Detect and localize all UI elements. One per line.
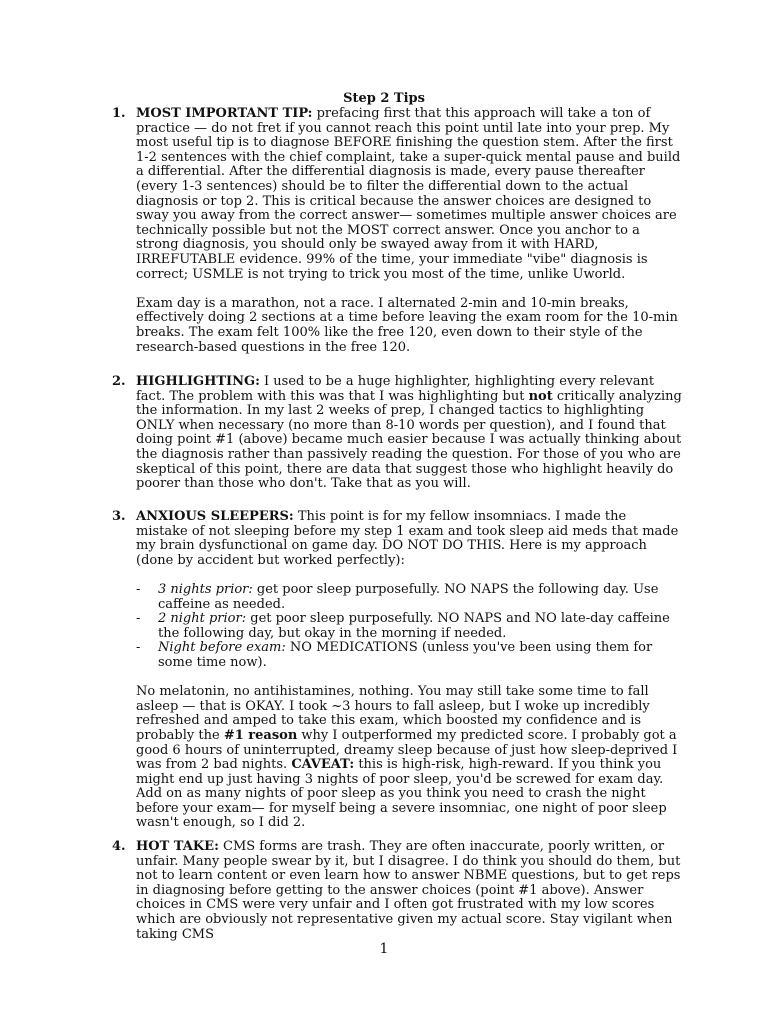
emphasis-not: not	[528, 388, 553, 404]
item-lead: ANXIOUS SLEEPERS:	[136, 509, 294, 524]
item-lead: HOT TAKE:	[136, 839, 219, 854]
bullet-text: NO MEDICATIONS (unless you've been using them for some time now).	[158, 640, 653, 670]
item-text: CMS forms are trash. They are often inaccurate, poorly written, or unfair. Many people swear by it, but I disagree. I do think you should do them, but not to learn content or even learn how to answer NBME questions, but to get reps in diagnosing before getting to the answer choices (point #1 above). Answer choices in CMS were very unfair and I often got frustrated with my low scores which are obviously not representative given my actual score. Stay vigilant when taking CMS	[136, 839, 681, 942]
item-paragraph	[136, 107, 682, 282]
dash-bullet: -	[136, 640, 141, 656]
sleep-schedule-list	[136, 583, 682, 671]
dash-bullet: -	[136, 611, 141, 627]
item-paragraph-2: Exam day is a marathon, not a race. I alternated 2-min and 10-min breaks, effectively doing 2 sections at a time before leaving the exam room for the 10-min breaks. The exam felt 100% like the free 120, even down to their style of the research-based questions in the free 120.	[136, 295, 678, 355]
bullet-label: Night before exam:	[158, 640, 286, 656]
sleep-schedule-item	[136, 641, 682, 670]
item-text: This point is for my fellow insomniacs. I made the mistake of not sleeping before my step 1 exam and took sleep aid meds that made my brain dysfunctional on game day. DO NOT DO THIS. Here is my approach (done by accident but worked perfectly):	[136, 509, 679, 568]
dash-bullet: -	[136, 581, 141, 597]
item-paragraph	[136, 840, 682, 942]
emphasis-reason: #1 reason	[223, 727, 298, 743]
bullet-text: get poor sleep purposefully. NO NAPS and NO late-day caffeine the following day, but okay in the morning if needed.	[158, 611, 670, 641]
bullet-label: 2 night prior:	[158, 611, 247, 627]
document-title: Step 2 Tips	[343, 91, 425, 106]
item-text: this is high-risk, high-reward. If you think you might end up just having 3 nights of poor sleep, you'd be screwed for exam day. Add on as many nights of poor sleep as you think you need to crash the night before your exam— for myself being a severe insomniac, one night of poor sleep wasn't enough, so I did 2.	[136, 757, 667, 831]
list-item-3	[112, 510, 682, 831]
item-paragraph-2	[136, 685, 682, 831]
item-text: prefacing first that this approach will take a ton of practice — do not fret if you cannot reach this point until late into your prep. My most useful tip is to diagnose BEFORE finishing the question stem. After the first 1-2 sentences with the chief complaint, take a super-quick mental pause and build a differential. After the differential diagnosis is made, every pause thereafter (every 1-3 sentences) should be to filter the differential down to the actual diagnosis or top 2. This is critical because the answer choices are designed to sway you away from the correct answer— sometimes multiple answer choices are technically possible but not the MOST correct answer. Once you anchor to a strong diagnosis, you should only be swayed away from it with HARD, IRREFUTABLE evidence. 99% of the time, your immediate "vibe" diagnosis is correct; USMLE is not trying to trick you most of the time, unlike Uworld.	[136, 106, 681, 282]
item-lead: MOST IMPORTANT TIP:	[136, 106, 313, 121]
sleep-schedule-item	[136, 583, 682, 612]
item-lead: HIGHLIGHTING:	[136, 374, 260, 389]
item-paragraph	[136, 375, 682, 492]
emphasis-caveat: CAVEAT:	[291, 757, 355, 773]
item-text: No melatonin, no antihistamines, nothing. You may still take some time to fall asleep — that is OKAY. I took ~3 hours to fall asleep, but I woke up incredibly refreshed and amped to take this exam, which boosted my confidence and is probably the	[136, 684, 650, 743]
sleep-schedule-item	[136, 612, 682, 641]
list-item-4	[112, 840, 682, 942]
item-number: 1.	[112, 106, 126, 121]
list-item-1	[112, 107, 682, 355]
item-number: 4.	[112, 839, 126, 854]
item-number: 2.	[112, 374, 126, 389]
item-text: I used to be a huge highlighter, highlighting every relevant fact. The problem with this was that I was highlighting but	[136, 374, 655, 404]
item-text: critically analyzing the information. In my last 2 weeks of prep, I changed tactics to highlighting ONLY when necessary (no more than 8-10 words per question), and I found that doing point #1 (above) became much easier because I was actually thinking about the diagnosis rather than passively reading the question. For those of you who are skeptical of this point, there are data that suggest those who highlight heavily do poorer than those who don't. Take that as you will.	[136, 388, 682, 492]
item-text: why I outperformed my predicted score. I probably got a good 6 hours of uninterrupted, dreamy sleep because of just how sleep-deprived I was from 2 bad nights.	[136, 727, 678, 773]
bullet-text: get poor sleep purposefully. NO NAPS the following day. Use caffeine as needed.	[158, 581, 659, 612]
page-number: 1	[379, 941, 389, 957]
list-item-2	[112, 375, 682, 492]
bullet-label: 3 nights prior:	[158, 581, 253, 597]
item-number: 3.	[112, 509, 126, 524]
item-paragraph	[136, 510, 682, 568]
